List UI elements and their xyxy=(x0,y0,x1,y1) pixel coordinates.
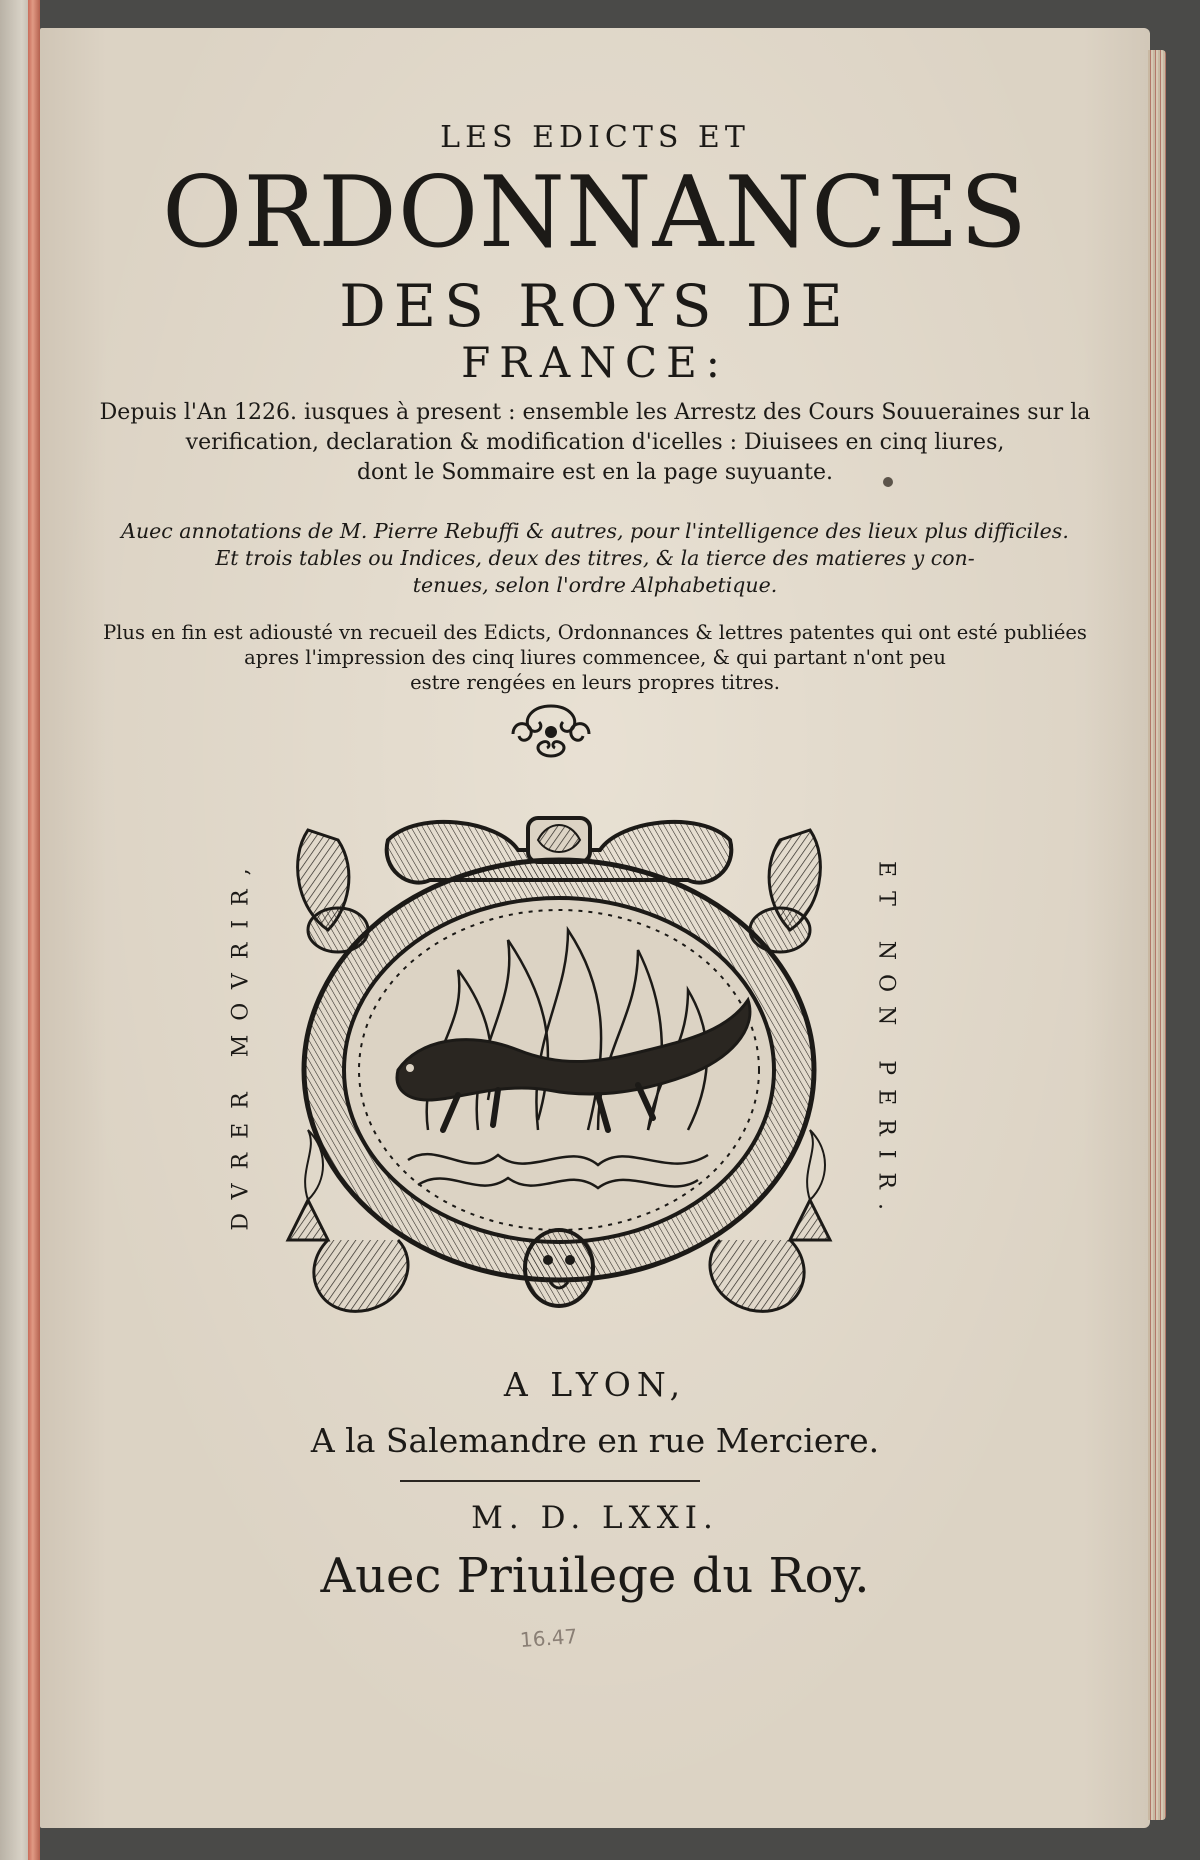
fleuron-ornament-icon xyxy=(503,700,599,762)
subtitle-block xyxy=(40,398,1150,488)
title-line-3: DES ROYS DE xyxy=(339,272,851,340)
fore-edge xyxy=(1148,50,1166,1820)
title-line-2: ORDONNANCES xyxy=(162,156,1028,270)
subtitle-line: dont le Sommaire est en la page suyuante. xyxy=(356,460,834,485)
imprint-city: A LYON, xyxy=(503,1365,687,1404)
annotations-block xyxy=(40,518,1150,599)
imprint-printer: A la Salemandre en rue Merciere. xyxy=(310,1421,880,1460)
subtitle-line: verification, declaration & modification d'icelles : Diuisees en cinq liures, xyxy=(185,430,1005,455)
title-line-1: LES EDICTS ET xyxy=(440,120,750,155)
imprint-date: M. D. LXXI. xyxy=(471,1500,719,1536)
annotation-line: Et trois tables ou Indices, deux des titres, & la tierce des matieres y con- xyxy=(215,546,975,570)
motto-right xyxy=(867,790,905,1310)
addendum-line: apres l'impression des cinq liures commencee, & qui partant n'ont peu xyxy=(244,646,946,669)
privilege-line: Auec Priuilege du Roy. xyxy=(320,1548,870,1604)
divider-rule xyxy=(400,1480,700,1482)
motto-right-text: ET NON PERIR. xyxy=(873,861,899,1224)
red-page-edge xyxy=(28,0,40,1860)
subtitle-line: Depuis l'An 1226. iusques à present : ensemble les Arrestz des Cours Souueraines sur la xyxy=(99,400,1091,425)
addendum-line: estre rengées en leurs propres titres. xyxy=(410,671,780,694)
addendum-block xyxy=(40,620,1150,695)
annotation-line: Auec annotations de M. Pierre Rebuffi & autres, pour l'intelligence des lieux plus difficiles. xyxy=(121,519,1069,543)
ink-speck xyxy=(883,477,893,487)
motto-left-text: DVRER MOVRIR, xyxy=(228,854,254,1231)
title-line-4: FRANCE: xyxy=(461,338,729,387)
addendum-line: Plus en fin est adiousté vn recueil des Edicts, Ordonnances & lettres patentes qui ont esté publiées xyxy=(103,621,1087,644)
handwritten-shelfmark: 16.47 xyxy=(519,1624,579,1652)
annotation-line: tenues, selon l'ordre Alphabetique. xyxy=(412,573,778,597)
salamander-printers-device-image xyxy=(268,800,850,1330)
motto-left xyxy=(222,790,260,1310)
